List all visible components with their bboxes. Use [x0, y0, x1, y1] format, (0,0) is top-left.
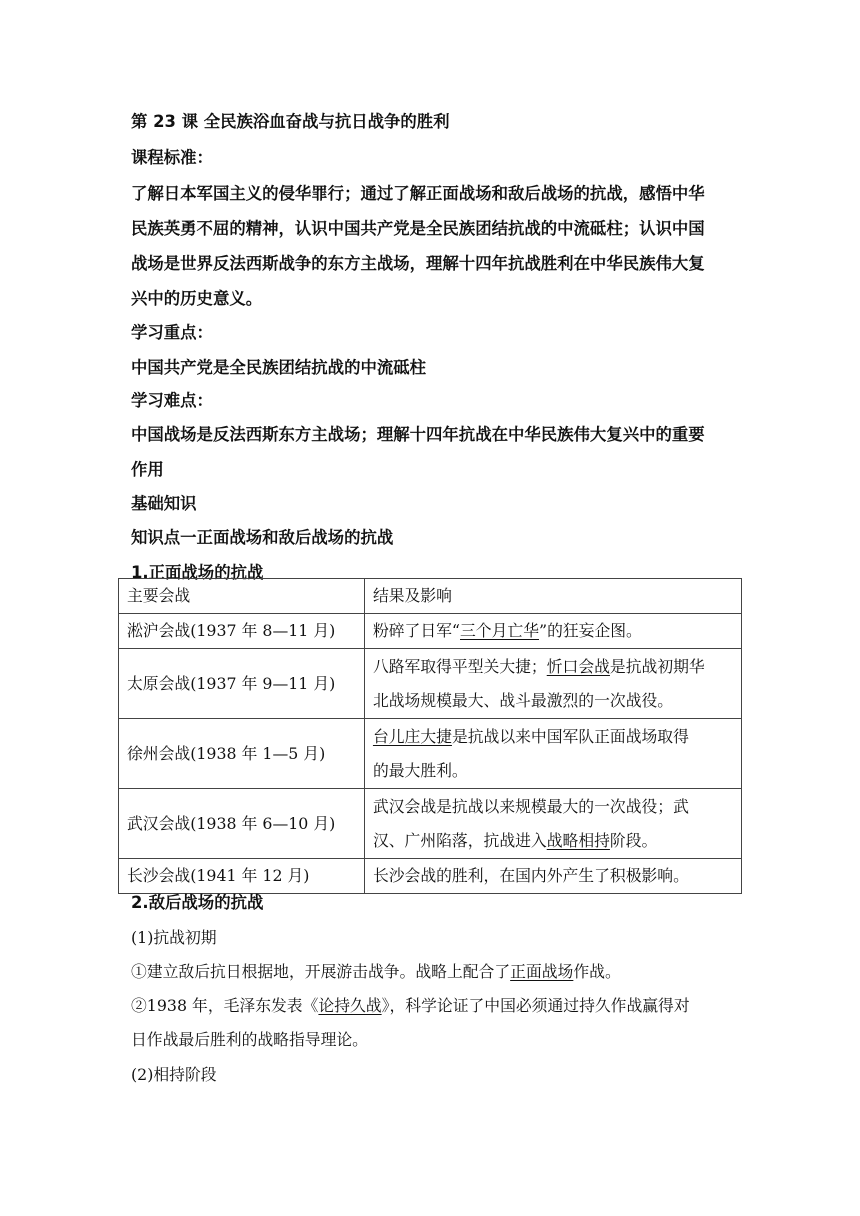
- result-text: ”的狂妄企图。: [539, 621, 642, 640]
- difficulty-heading: 学习难点：: [131, 391, 213, 410]
- result-text: 武汉会战是抗战以来规模最大的一次战役；武: [372, 796, 689, 816]
- front-heading: 1.正面战场的抗战: [131, 563, 264, 582]
- point1-heading: 知识点一正面战场和敌后战场的抗战: [131, 528, 394, 547]
- standard-line-1: 了解日本军国主义的侵华罪行；通过了解正面战场和敌后战场的抗战，感悟中华: [131, 184, 705, 203]
- rear-heading: 2.敌后战场的抗战: [131, 893, 264, 912]
- battle-result: 长沙会战的胜利，在国内外产生了积极影响。: [364, 859, 741, 894]
- rear-item-1: [131, 961, 621, 983]
- item-keyword: 正面战场: [510, 962, 574, 981]
- item-text: ②1938 年，毛泽东发表《: [131, 996, 319, 1015]
- table-row: [119, 789, 742, 859]
- result-keyword: 忻口会战: [546, 656, 610, 676]
- battle-result: [364, 719, 741, 789]
- result-text: 汉、广州陷落，抗战进入: [372, 830, 547, 850]
- battles-table: [118, 578, 742, 894]
- header-result: 结果及影响: [364, 579, 741, 614]
- header-battle: 主要会战: [119, 579, 365, 614]
- battle-name: 武汉会战(1938 年 6—10 月): [119, 789, 365, 859]
- battle-result: [364, 649, 741, 719]
- result-text: 的最大胜利。: [372, 760, 468, 780]
- standard-heading: 课程标准：: [131, 148, 213, 167]
- battle-name: 长沙会战(1941 年 12 月): [119, 859, 365, 894]
- standard-line-4: 兴中的历史意义。: [131, 289, 263, 308]
- battle-name: 淞沪会战(1937 年 8—11 月): [119, 614, 365, 649]
- early-heading: (1)抗战初期: [131, 928, 217, 947]
- difficulty-line-1: 中国战场是反法西斯东方主战场；理解十四年抗战在中华民族伟大复兴中的重要: [131, 425, 705, 444]
- table-header-row: [119, 579, 742, 614]
- key-text: 中国共产党是全民族团结抗战的中流砥柱: [131, 358, 427, 377]
- battle-name: 太原会战(1937 年 9—11 月): [119, 649, 365, 719]
- result-text: 阶段。: [609, 830, 658, 850]
- lesson-title: 第 23 课 全民族浴血奋战与抗日战争的胜利: [131, 112, 450, 131]
- standard-line-2: 民族英勇不屈的精神，认识中国共产党是全民族团结抗战的中流砥柱；认识中国: [131, 219, 705, 238]
- result-keyword: 台儿庄大捷: [372, 726, 452, 746]
- result-text: 粉碎了日军“: [372, 621, 460, 640]
- basics-heading: 基础知识: [131, 494, 197, 513]
- battle-result: [364, 614, 741, 649]
- table-row: [119, 649, 742, 719]
- stalemate-heading: (2)相持阶段: [131, 1065, 217, 1084]
- key-heading: 学习重点：: [131, 323, 213, 342]
- result-keyword: 战略相持: [546, 830, 610, 850]
- difficulty-line-2: 作用: [131, 460, 164, 479]
- standard-line-3: 战场是世界反法西斯战争的东方主战场，理解十四年抗战胜利在中华民族伟大复: [131, 254, 705, 273]
- rear-item-2-cont: 日作战最后胜利的战略指导理论。: [131, 1030, 368, 1049]
- table-row: [119, 614, 742, 649]
- battle-result: [364, 789, 741, 859]
- rear-item-2: [131, 995, 690, 1017]
- item-text: 》，科学论证了中国必须通过持久作战赢得对: [381, 996, 690, 1015]
- table-row: [119, 719, 742, 789]
- item-text: ①建立敌后抗日根据地，开展游击战争。战略上配合了: [131, 962, 511, 981]
- result-text: 是抗战初期华: [609, 656, 705, 676]
- table-row: [119, 859, 742, 894]
- result-text: 八路军取得平型关大捷；: [372, 656, 547, 676]
- result-text: 北战场规模最大、战斗最激烈的一次战役。: [372, 690, 674, 710]
- result-text: 是抗战以来中国军队正面战场取得: [451, 726, 689, 746]
- item-keyword: 论持久战: [318, 996, 382, 1015]
- result-keyword: 三个月亡华: [460, 621, 539, 640]
- battle-name: 徐州会战(1938 年 1—5 月): [119, 719, 365, 789]
- item-text: 作战。: [573, 962, 621, 981]
